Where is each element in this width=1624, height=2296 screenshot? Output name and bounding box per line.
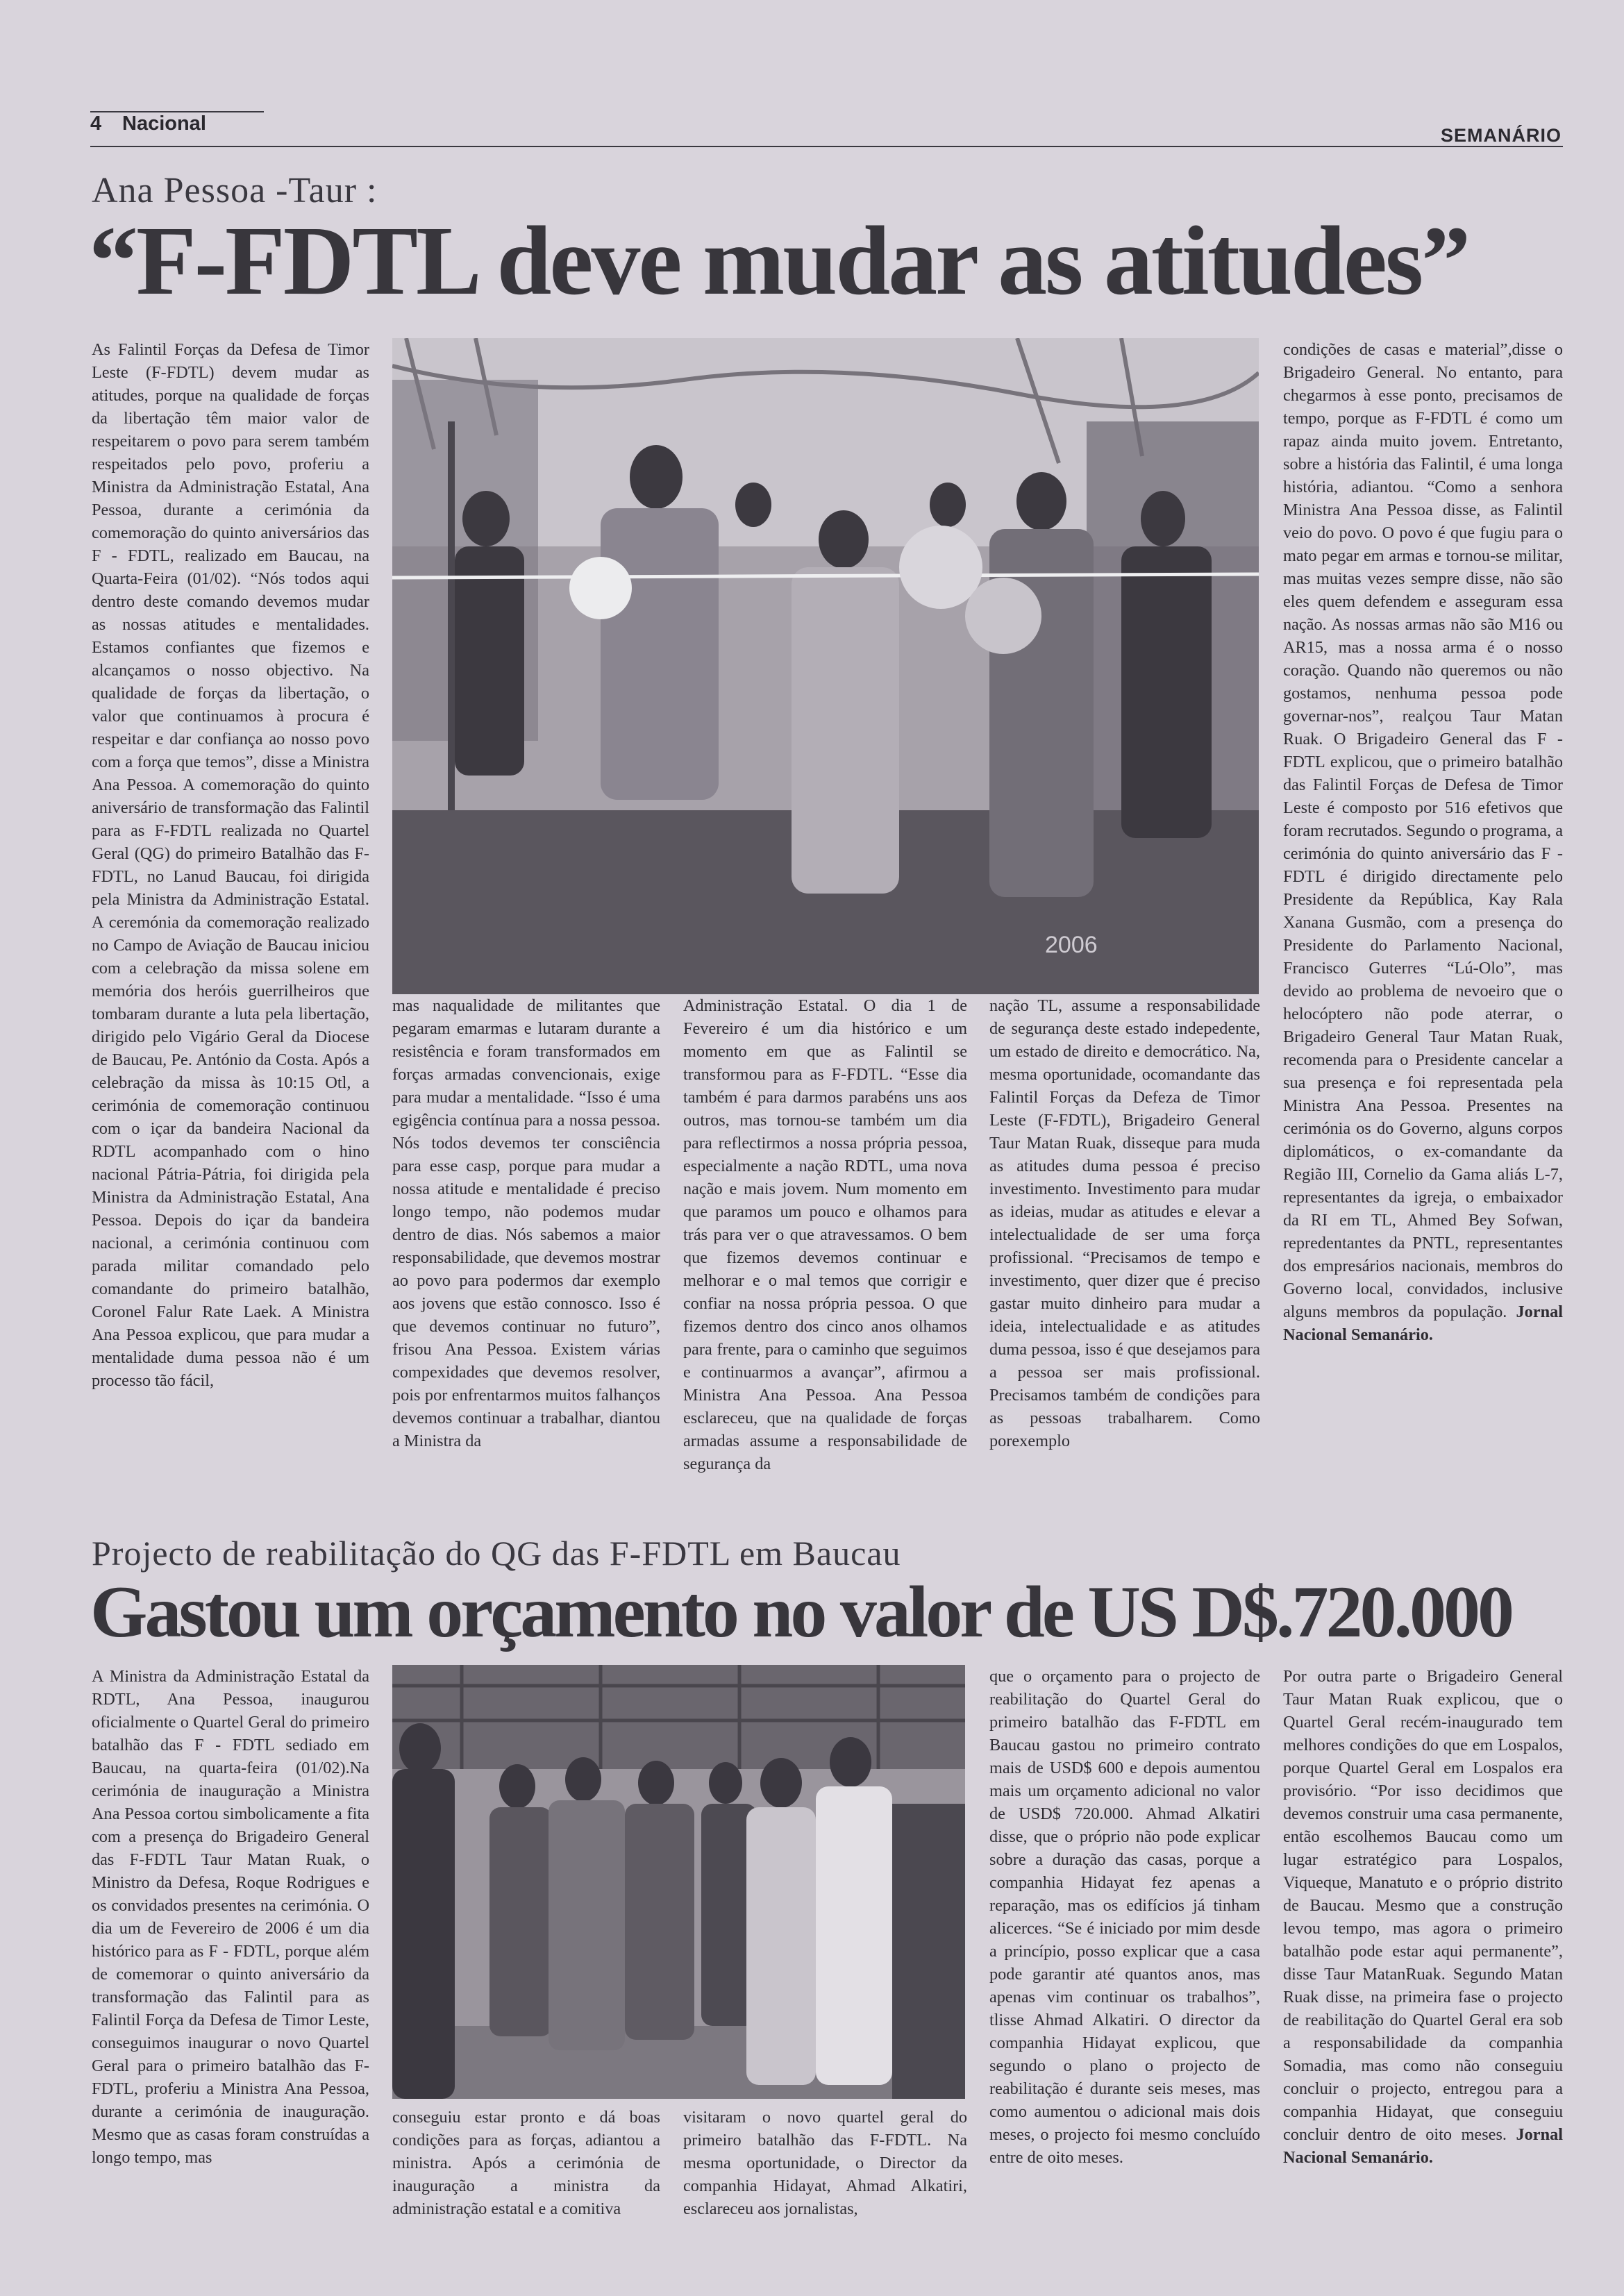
article2-col4-text: que o orçamento para o projecto de reabilitação do Quartel Geral do primeiro batalhão das F-FDTL em Baucau gastou no primeiro contrato mais de USD$ 600 e depois aumentou mais um orçamento adicional no valor de USD$ 720.000. Ahmad Alkatiri disse, que o próprio não pode explicar sobre a duração das casas, porque a companhia Hidayat fez apenas a reparação, mas os edifícios já tinham alicerces. “Se é iniciado por mim desde a princípio, posso explicar que a casa pode garantir até quantos anos, mas apenas vim continuar os trabalhos”, tlisse Ahmad Alkatiri. O director da companhia Hidayat explicou, que segundo o plano o projecto de reabilitação é durante seis meses, mas como aumentou o adicional mais dois meses, o projecto foi mesmo concluído entre de oito meses. (989, 1667, 1260, 2167)
article1-photo-ribbon-cutting (392, 338, 1259, 994)
article2-column-3 (683, 2106, 967, 2227)
article2-column-5 (1283, 1665, 1563, 2227)
article1-column-2 (392, 994, 660, 1525)
article1-col5-text (1283, 338, 1563, 1346)
publication-name: SEMANÁRIO (1440, 125, 1562, 146)
photo-year-mark: 2006 (1045, 932, 1098, 958)
article2-col1-text: A Ministra da Administração Estatal da RDTL, Ana Pessoa, inaugurou oficialmente o Quartel Geral do primeiro batalhão das F - FDTL sediado em Baucau, na quarta-feira (01/02).Na cerimónia de inauguração a Ministra Ana Pessoa cortou simbolicamente a fita com a presença do Brigadeiro General das F-FDTL Taur Matan Ruak, o Ministro da Defesa, Roque Rodrigues e os convidados presentes na cerimónia. O dia um de Fevereiro de 2006 é um dia histórico para as F - FDTL, porque além de comemorar o quinto aniversário da transformação das Falintil para as Falintil Força da Defesa de Timor Leste, conseguimos inaugurar o novo Quartel Geral para o primeiro batalhão das F-FDTL, proferiu a Ministra Ana Pessoa, durante a cerimónia de inauguração. Mesmo que as casas foram construídas a longo tempo, mas (92, 1667, 369, 2167)
article2-kicker: Projecto de reabilitação do QG das F-FDTL em Baucau (92, 1534, 901, 1573)
article1-signature: Jornal Nacional Semanário. (1283, 1302, 1563, 1344)
article1-headline: “F-FDTL deve mudar as atitudes” (89, 206, 1469, 315)
article2-column-2 (392, 2106, 660, 2227)
ribbon-cutting-illustration (392, 338, 1259, 994)
article1-col2-text: mas naqualidade de militantes que pegaram emarmas e lutaram durante a resistência e foram transformados em forças armadas convencionais, exige para mudar a mentalidade. “Isso é uma egigência contínua para a nossa pessoa. Nós todos devemos ter consciência para esse casp, porque para mudar a nossa atitude e mentalidade é preciso longo tempo, não podemos mudar dentro de dias. Nós sabemos a maior responsabilidade, que devemos mostrar ao povo para podermos dar exemplo aos jovens que estão connosco. Isso é que devemos continuar no futuro”, frisou Ana Pessoa. Existem várias compexidades que devemos resolver, pois por enfrentarmos muitos falhanços devemos continuar a trabalhar, diantou a Ministra da (392, 996, 660, 1450)
article1-column-1 (92, 338, 369, 1518)
article2-column-4 (989, 1665, 1260, 2227)
article1-col4-text: nação TL, assume a responsabilidade de segurança deste estado indepedente, um estado de direito e democrático. Na, mesma oportunidade, ocomandante das Falintil Forças da Defeza de Timor Leste (F-FDTL), Brigadeiro General Taur Matan Ruak, disseque para muda as atitudes duma pessoa é preciso investimento. Investimento para mudar as ideias, mudar as atitudes e elevar a intelectualidade de ser uma força profissional. “Precisamos de tempo e investimento, quer dizer que é preciso gastar muito dinheiro para mudar a ideia, intelectualidade e as atitudes duma pessoa, isso é que desejamos para a pessoa ser mais profissional. Precisamos também de condições para as pessoas trabalharem. Como porexemplo (989, 996, 1260, 1450)
article2-column-1 (92, 1665, 369, 2220)
article1-col3-text: Administração Estatal. O dia 1 de Fevereiro é um dia histórico e um momento em que as Falintil se transformou para as F-FDTL. “Esse dia também é para darmos parabéns uns aos outros, mas tornou-se também um dia para reflectirmos a nossa própria pessoa, especialmente a nação RDTL, uma nova nação e mais jovem. Num momento em que paramos um pouco e olhamos para trás para ver o que atravessamos. O bem que fizemos devemos continuar e melhorar e o mal temos que corrigir e confiar na nossa própria pessoa. O que fizemos dentro dos cinco anos olhamos para frente, para o caminho que seguimos e continuarmos a avançar”, afirmou a Ministra Ana Pessoa. Ana Pessoa esclareceu, que na qualidade de forças armadas assume a responsabilidade de segurança da (683, 996, 967, 1473)
article1-kicker: Ana Pessoa -Taur : (92, 171, 378, 210)
article1-column-4 (989, 994, 1260, 1525)
article2-headline: Gastou um orçamento no valor de US D$.720.000 (90, 1571, 1512, 1652)
inauguration-illustration (392, 1665, 965, 2099)
section-name: Nacional (122, 112, 206, 135)
article1-column-5 (1283, 338, 1563, 1525)
article2-col3-text: visitaram o novo quartel geral do primeiro batalhão das F-FDTL. Na mesma oportunidade, o Director da companhia Hidayat, Ahmad Alkatiri, esclareceu aos jornalistas, (683, 2108, 967, 2218)
article1-column-3 (683, 994, 967, 1525)
article2-signature: Jornal Nacional Semanário. (1283, 2125, 1563, 2167)
article2-col5-text (1283, 1665, 1563, 2169)
article1-col5-body: condições de casas e material”,disse o Brigadeiro General. No entanto, para chegarmos à esse ponto, precisamos de tempo, porque as F-FDTL é como um rapaz ainda muito jovem. Entretanto, sobre a história das Falintil, é uma longa história, adiantou. “Como a senhora Ministra Ana Pessoa disse, as Falintil veio do povo. O povo é que fugiu para o mato pegar em armas e tornou-se militar, mas muitas vezes sempre disse, não são eles quem defendem e asseguram essa nação. As nossas armas não são M16 ou AR15, mas a nossa arma é o nosso coração. Quando não queremos ou não gostamos, nenhuma pessoa pode governar-nos”, realçou Taur Matan Ruak. O Brigadeiro General das F - FDTL explicou, que o primeiro batalhão das Falintil Forças de Defesa de Timor Leste é composto por 516 efetivos que foram recrutados. Segundo o programa, a cerimónia do quinto aniversário das F - FDTL é dirigido directamente pelo Presidente da República, Kay Rala Xanana Gusmão, com a presença do Presidente do Parlamento Nacional, Francisco Guterres “Lú-Olo”, mas devido ao problema de nevoeiro que o helocóptero não pode aterrar, o Brigadeiro General Taur Matan Ruak, recomenda para o Presidente cancelar a sua presença e foi representada pela Ministra Ana Pessoa. Presentes na cerimónia os do Governo, alguns corpos diplomáticos, o ex-comandante da Região III, Cornelio da Gama aliás L-7, representantes da igreja, o embaixador da RI em TL, Ahmed Bey Sofwan, repredentantes da PNTL, representantes dos empresários nacionais, membros do Governo local, convidados, inclusive alguns membros da população. (1283, 340, 1563, 1321)
article2-photo-inauguration (392, 1665, 965, 2099)
article2-col5-body: Por outra parte o Brigadeiro General Taur Matan Ruak explicou, que o Quartel Geral recém-inaugurado tem melhores condições do que em Lospalos, porque Quartel Geral em Lospalos era provisório. “Por isso decidimos que devemos construir uma casa permanente, então escolhemos Baucau como um lugar estratégico para Lospalos, Viqueque, Manatuto e o próprio distrito de Baucau. Mesmo que a construção levou tempo, mas agora o primeiro batalhão pode estar aqui permanente”, disse Taur MatanRuak. Segundo Matan Ruak disse, na primeira fase o projecto de reabilitação do Quartel Geral era sob a responsabilidade da companhia Somadia, mas como não conseguiu concluir o projecto, entregou para a companhia Hidayat, que conseguiu concluir dentro de oito meses. (1283, 1667, 1563, 2144)
article1-col1-text: As Falintil Forças da Defesa de Timor Leste (F-FDTL) devem mudar as atitudes, porque na qualidade de forças da libertação têm maior valor de respeitarem o povo para serem também respeitados pelo povo, proferiu a Ministra da Administração Estatal, Ana Pessoa, durante a cerimónia da comemoração do quinto aniversários das F - FDTL, realizado em Baucau, na Quarta-Feira (01/02). “Nós todos aqui dentro deste comando devemos mudar as nossas atitudes e mentalidades. Estamos confiantes que fizemos e alcançamos o nosso objectivo. Na qualidade de forças da libertação, o valor que continuamos à procura é respeitar e dar confiança ao nosso povo com a força que temos”, disse a Ministra Ana Pessoa. A comemoração do quinto aniversário de transformação das Falintil para as F-FDTL realizada no Quartel Geral (QG) do primeiro Batalhão das F-FDTL, no Lanud Baucau, foi dirigida pela Ministra da Administração Estatal. A ceremónia da comemoração realizado no Campo de Aviação de Baucau iniciou com a celebração da missa solene em memória dos heróis guerrilheiros que tombaram durante a luta pela libertação, dirigido pelo Vigário Geral da Diocese de Baucau, Pe. António da Costa. Após a celebração da missa às 10:15 Otl, a cerimónia de comemoração continuou com o içar da bandeira Nacional da RDTL acompanhado com o hino nacional Pátria-Pátria, foi dirigida pela Ministra da Administração Estatal, Ana Pessoa. Depois do içar da bandeira nacional, a cerimónia continuou com parada militar comandado pelo comandante do primeiro batalhão, Coronel Falur Rate Laek. A Ministra Ana Pessoa explicou, que para mudar a mentalidade duma pessoa não é um processo tão fácil, (92, 340, 369, 1390)
article2-col2-text: conseguiu estar pronto e dá boas condições para as forças, adiantou a ministra. Após a cerimónia de inauguração a ministra da administração estatal e a comitiva (392, 2108, 660, 2218)
page-number: 4 (90, 112, 102, 135)
header-rule (90, 146, 1563, 147)
